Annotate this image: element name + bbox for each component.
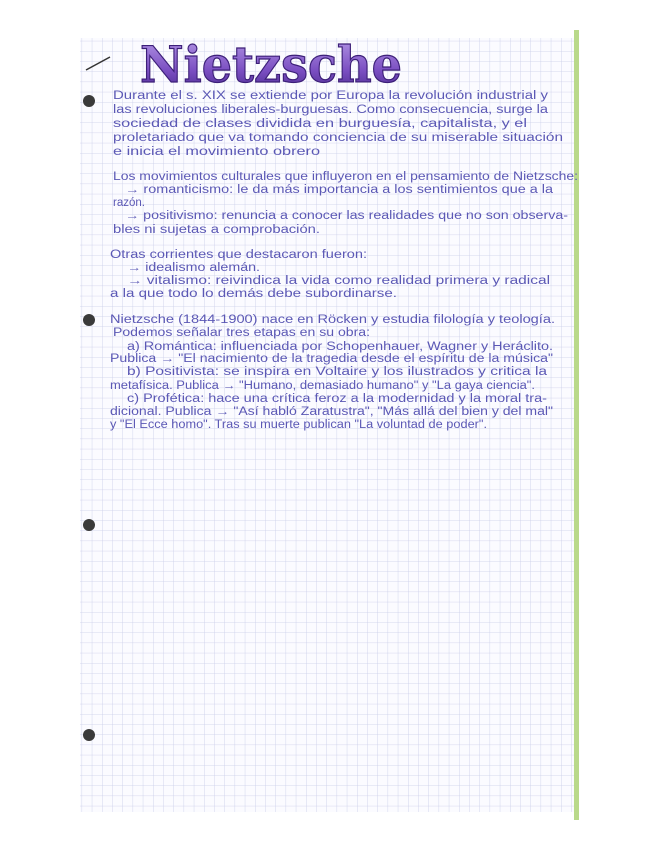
text-line: → idealismo alemán. — [127, 262, 260, 274]
hole-icon — [83, 729, 95, 741]
text-line: e inicia el movimiento obrero — [113, 146, 320, 158]
text-line: proletariado que va tomando conciencia de su miserable situación — [113, 132, 563, 144]
text-line: → romanticismo: le da más importancia a los sentimientos que a la — [125, 184, 554, 196]
text-line: sociedad de clases dividida en burguesía, capitalista, y el — [113, 118, 527, 130]
text-line: a) Romántica: influenciada por Schopenhauer, Wagner y Heráclito. — [127, 341, 553, 353]
text-line: metafísica. Publica → "Humano, demasiado humano" y "La gaya ciencia". — [110, 380, 535, 392]
page-title: Nietzsche — [140, 35, 402, 94]
text-line: razón. — [113, 197, 145, 209]
text-line: → vitalismo: reivindica la vida como realidad primera y radical — [127, 275, 550, 287]
page-edge — [574, 30, 579, 820]
text-line: bles ni sujetas a comprobación. — [113, 224, 320, 236]
text-line: → positivismo: renuncia a conocer las realidades que no son observa- — [125, 210, 569, 222]
text-line: a la que todo lo demás debe subordinarse. — [110, 288, 397, 300]
text-line: Nietzsche (1844-1900) nace en Röcken y estudia filología y teología. — [110, 314, 555, 326]
text-line: las revoluciones liberales-burguesas. Como consecuencia, surge la — [113, 104, 549, 116]
text-line: c) Profética: hace una crítica feroz a la modernidad y la moral tra- — [127, 393, 548, 405]
text-line: Durante el s. XIX se extiende por Europa la revolución industrial y — [113, 90, 549, 102]
text-line: Otras corrientes que destacaron fueron: — [110, 249, 367, 261]
hole-icon — [83, 314, 95, 326]
text-line: b) Positivista: se inspira en Voltaire y los ilustrados y critica la — [127, 366, 548, 378]
text-line: Publica → "El nacimiento de la tragedia desde el espíritu de la música" — [110, 353, 553, 365]
text-line: Podemos señalar tres etapas en su obra: — [113, 327, 370, 339]
hole-icon — [83, 519, 95, 531]
text-line: Los movimientos culturales que influyeron en el pensamiento de Nietzsche: — [113, 171, 578, 183]
text-line: y "El Ecce homo". Tras su muerte publican "La voluntad de poder". — [110, 419, 487, 431]
hole-icon — [83, 95, 95, 107]
text-line: dicional. Publica → "Así habló Zaratustra", "Más allá del bien y del mal" — [110, 406, 553, 418]
